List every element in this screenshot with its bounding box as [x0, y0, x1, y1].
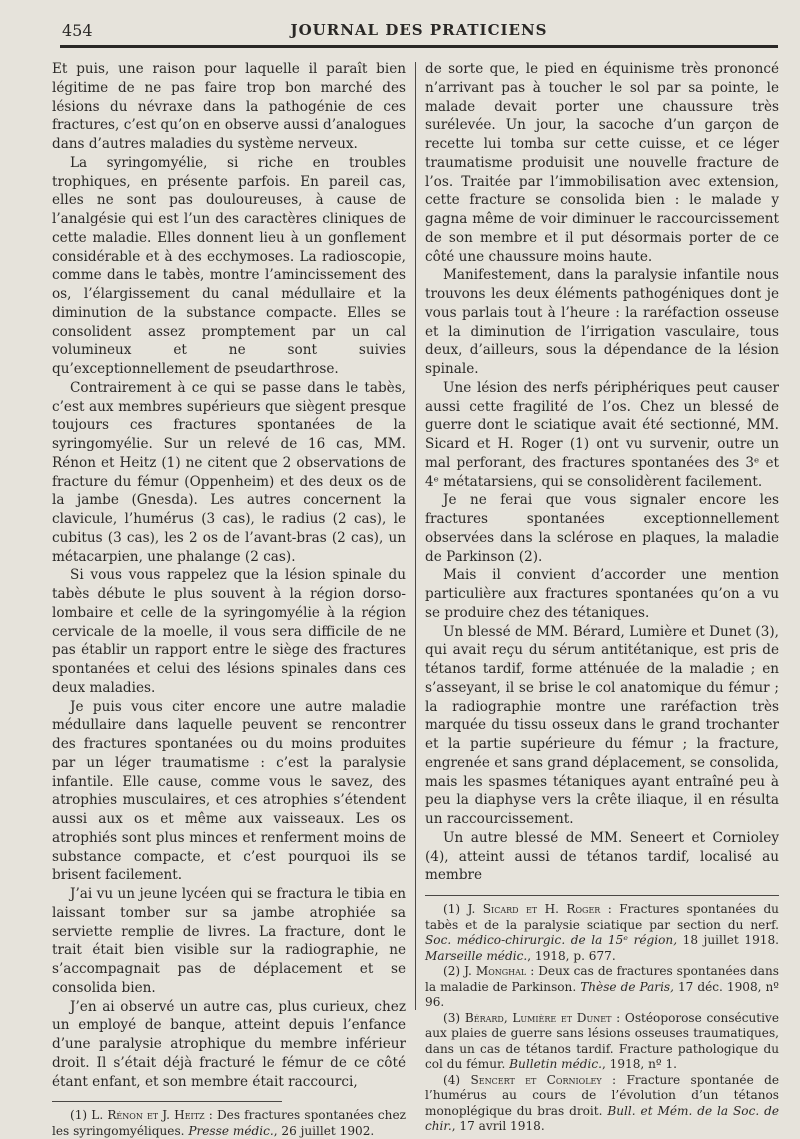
paragraph: Je ne ferai que vous signaler encore les fractures spontanées exceptionnellement observées dans la sclérose en plaques, la maladie de Parkinson (2). — [425, 492, 779, 565]
paragraph: Manifestement, dans la paralysie infantile nous trouvons les deux éléments pathogéniques dont je vous parlais tout à l’heure : la raréfaction osseuse et la diminution de l’irrigation vasculaire, tous deux, d’ailleurs, sous la dépendance de la lésion spinale. — [425, 267, 779, 377]
footnote-source: Bulletin médic. — [509, 1057, 602, 1071]
paragraph: J’ai vu un jeune lycéen qui se fractura le tibia en laissant tomber sur sa jambe atrophiée sa serviette remplie de livres. La fracture, dont le trait était bien visible sur la radiographie, ne s’accompagnait pas de déplacement et se consolida bien. — [52, 886, 406, 996]
footnote — [425, 1011, 779, 1073]
paragraph: de sorte que, le pied en équinisme très prononcé n’arrivant pas à toucher le sol par sa pointe, le malade devait porter une chaussure très surélevée. Un jour, la sacoche d’un garçon de recette lui tomba sur cette cuisse, et ce léger traumatisme produisit une nouvelle fracture de l’os. Traitée par l’immobilisation avec extension, cette fracture se consolida bien : le malade y gagna même de voir diminuer le raccourcissement de son membre et il put désormais porter de ce côté une chaussure moins haute. — [425, 61, 779, 265]
page-number: 454 — [62, 21, 93, 40]
footnote-source: Soc. médico-chirurgic. de la 15ᵉ région, — [425, 933, 678, 947]
footnote-text: , 1918, p. 677. — [527, 948, 616, 963]
footnote-authors: L. Rénon et J. Heitz — [91, 1108, 205, 1123]
paragraph: La syringomyélie, si riche en troubles trophiques, en présente parfois. En pareil cas, elles ne sont pas douloureuses, à cause de l’analgésie qui est l’un des caractères cliniques de cette maladie. Elles donnent lieu à un gonflement considérable et à des ecchymoses. La radioscopie, comme dans le tabès, montre l’amincissement des os, l’élargissement du canal médullaire et la diminution de la substance compacte. Elles se consolident assez promptement par un cal volumineux et ne sont suivies qu’exceptionnellement de pseudarthrose. — [52, 154, 406, 377]
paragraph: Une lésion des nerfs périphériques peut causer aussi cette fragilité de l’os. Chez un blessé de guerre dont le sciatique avait été sectionné, MM. Sicard et H. Roger (1) ont vu survenir, outre un mal perforant, des fractures spontanées des 3ᵉ et 4ᵉ métatarsiens, qui se consolidèrent facilement. — [425, 379, 779, 490]
footnote-source: Thèse de Paris, — [580, 979, 674, 994]
footnote-source: Marseille médic. — [425, 948, 528, 963]
footnote-text: : Fracture spontanée de l’humérus au cours de l’évolution d’un tétanos monoplégique du bras droit. — [425, 1072, 779, 1118]
journal-title: JOURNAL DES PRATICIENS — [290, 21, 548, 39]
paragraph: J’en ai observé un autre cas, plus curieux, chez un employé de banque, atteint depuis l’enfance d’une paralysie atrophique du membre inférieur droit. Il s’était déjà fracturé le fémur de ce côté étant enfant, et son membre était raccourci, — [52, 998, 406, 1090]
paragraph: Si vous vous rappelez que la lésion spinale du tabès débute le plus souvent à la région dorso-lombaire et celle de la syringomyélie à la région cervicale de la moelle, il vous sera difficile de ne pas établir un rapport entre le siège des fractures spontanées et celui des lésions spinales dans ces deux maladies. — [52, 567, 406, 696]
paragraph: Contrairement à ce qui se passe dans le tabès, c’est aux membres supérieurs que siègent presque toujours ces fractures spontanées de la syringomyélie. Sur un relevé de 16 cas, MM. Rénon et Heitz (1) ne citent que 2 observations de fracture du fémur (Oppenheim) et des deux os de la jambe (Gnesda). Les autres concernent la clavicule, l’humérus (3 cas), le radius (2 cas), le cubitus (3 cas), les 2 os de l’avant-bras (2 cas), un métacarpien, une phalange (2 cas). — [52, 379, 406, 565]
footnote-text: 17 déc. 1908, nº 96. — [425, 979, 779, 1009]
footnote-text: : Des fractures spontanées chez les syringomyéliques. — [52, 1108, 406, 1138]
footnote-rule — [425, 895, 779, 896]
footnote-source: Presse médic. — [188, 1123, 274, 1138]
footnote-number: (2) — [443, 964, 461, 978]
paragraph: Je puis vous citer encore une autre maladie médullaire dans laquelle peuvent se rencontrer des fractures spontanées ou du moins produites par un léger traumatisme : c’est la paralysie infantile. Elle cause, comme vous le savez, des atrophies musculaires, et ces atrophies s’étendent aussi aux os et même aux vaisseaux. Les os atrophiés sont plus minces et renferment moins de substance compacte, et c’est pourquoi ils se brisent facilement. — [52, 698, 406, 884]
footnote-text: , 1918, nº 1. — [601, 1057, 677, 1071]
footnote-authors: Bérard, Lumière et Dunet — [464, 1010, 612, 1025]
footnote — [425, 902, 779, 964]
footnote-text: : Deux cas de fractures spontanées dans la maladie de Parkinson. — [425, 964, 779, 994]
footnote-source: Bull. et Mém. de la Soc. de chir. — [425, 1103, 780, 1133]
footnote-number: (1) — [70, 1108, 88, 1123]
footnote-text: 18 juillet 1918. — [677, 933, 779, 947]
footnote-authors: Sencert et Cornioley — [470, 1072, 602, 1087]
footnote — [425, 1073, 779, 1135]
footnote-authors: J. Sicard et H. Roger — [467, 902, 601, 916]
page-header — [60, 16, 778, 44]
footnote-authors: J. Monghal — [464, 964, 527, 978]
footnote — [52, 1108, 406, 1139]
footnote-number: (4) — [443, 1072, 461, 1087]
footnote-text: , 17 avril 1918. — [451, 1119, 545, 1133]
paragraph: Et puis, une raison pour laquelle il paraît bien légitime de ne pas faire trop bon marché des lésions du névraxe dans la pathogénie de ces fractures, c’est qu’on en observe aussi d’analogues dans d’autres maladies du système nerveux. — [52, 61, 406, 152]
left-column — [52, 60, 406, 1139]
footnote-text: : Fractures spontanées du tabès et de la paralysie sciatique par section du nerf. — [425, 902, 779, 932]
paragraph: Un autre blessé de MM. Seneert et Cornioley (4), atteint aussi de tétanos tardif, localisé au membre — [425, 829, 779, 884]
footnote-text: : Ostéoporose consécutive aux plaies de guerre sans lésions osseuses traumatiques, dans un cas de tétanos tardif. Fracture pathologique du col du fémur. — [425, 1010, 779, 1071]
paragraph: Un blessé de MM. Bérard, Lumière et Dunet (3), qui avait reçu du sérum antitétanique, est pris de tétanos tardif, forme atténuée de la maladie ; en s’asseyant, il se brise le col anatomique du fémur ; la radiographie montre une raréfaction très marquée du tissu osseux dans le grand trochanter et la partie supérieure du fémur ; la fracture, engrenée et sans grand déplacement, se consolida, mais les spasmes tétaniques ayant entraîné peu à peu la diaphyse vers la crête iliaque, il en résulta un raccourcissement. — [425, 623, 779, 827]
column-divider — [415, 62, 416, 1010]
footnote-rule — [52, 1101, 282, 1102]
footnote — [425, 964, 779, 1011]
right-column — [425, 60, 779, 1135]
footnote-date: , 26 juillet 1902. — [273, 1123, 375, 1138]
header-rule — [60, 45, 778, 48]
footnote-number: (3) — [443, 1010, 461, 1025]
paragraph: Mais il convient d’accorder une mention particulière aux fractures spontanées qu’on a vu se produire chez des tétaniques. — [425, 567, 779, 621]
footnote-number: (1) — [443, 902, 461, 916]
